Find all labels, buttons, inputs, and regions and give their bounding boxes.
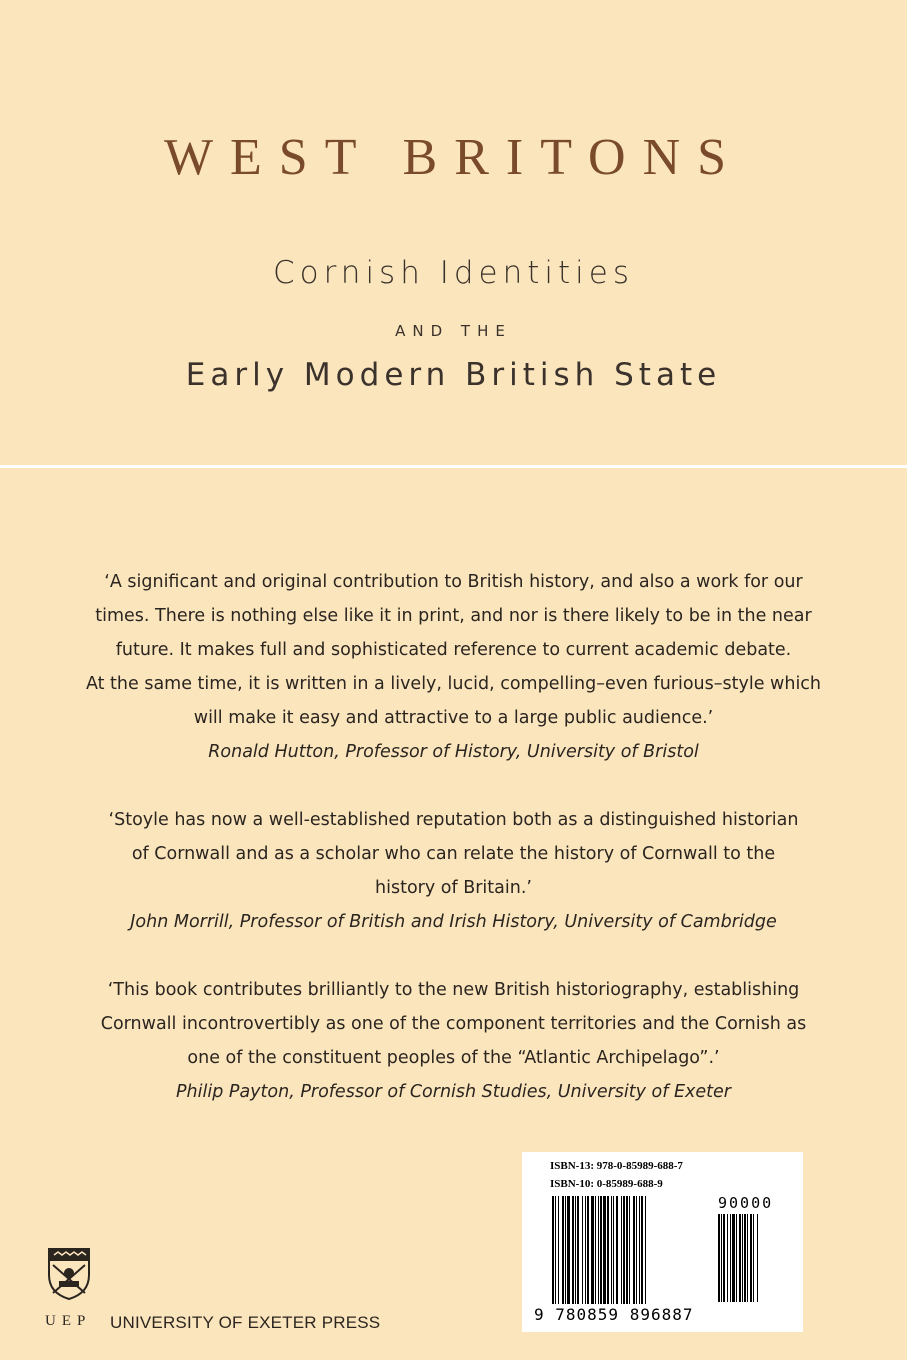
barcode-bar — [629, 1196, 630, 1304]
barcode-bar — [626, 1196, 628, 1304]
barcode-bar — [598, 1196, 599, 1304]
barcode-bar — [744, 1214, 746, 1302]
quote-line: future. It makes full and sophisticated reference to current academic debate. — [115, 640, 792, 660]
subtitle-line-1: Cornish Identities — [272, 255, 635, 291]
barcode-bar — [621, 1196, 622, 1304]
barcode-panel — [522, 1152, 803, 1332]
subtitle-line-3: Early Modern British State — [185, 357, 722, 393]
quote-line: ‘This book contributes brilliantly to the new British historiography, establishing — [107, 980, 800, 1000]
barcode-bar — [582, 1196, 583, 1304]
publisher-name: UNIVERSITY OF EXETER PRESS — [110, 1313, 381, 1332]
review-quote — [60, 973, 847, 1109]
barcode-bar — [639, 1196, 640, 1304]
quote-attribution: Ronald Hutton, Professor of History, University of Bristol — [208, 742, 699, 762]
quote-line: one of the constituent peoples of the “Atlantic Archipelago”.’ — [187, 1048, 720, 1068]
quote-line: ‘A significant and original contribution to British history, and also a work for our — [104, 572, 803, 592]
review-quote — [60, 803, 847, 939]
barcode-bar — [753, 1214, 754, 1302]
barcode-bar — [742, 1214, 743, 1302]
barcode-bar — [603, 1196, 606, 1304]
barcode-bar — [577, 1196, 579, 1304]
crest-icon — [45, 1245, 93, 1301]
barcode-bar — [750, 1214, 752, 1302]
review-quotes — [60, 565, 847, 1143]
barcode-bar — [591, 1196, 594, 1304]
isbn-10: ISBN-10: 0-85989-688-9 — [550, 1178, 663, 1190]
barcode-digits: 9 780859 896887 — [534, 1305, 694, 1324]
quote-line: Cornwall incontrovertibly as one of the component territories and the Cornish as — [100, 1014, 807, 1034]
isbn-13: ISBN-13: 978-0-85989-688-7 — [550, 1160, 683, 1172]
barcode-bar — [600, 1196, 602, 1304]
book-title: WEST BRITONS — [163, 129, 744, 186]
barcode-bar — [587, 1196, 589, 1304]
quote-attribution: Philip Payton, Professor of Cornish Studies, University of Exeter — [176, 1082, 731, 1102]
barcode-bar — [721, 1214, 722, 1302]
barcode-bar — [558, 1196, 559, 1304]
quote-line: ‘Stoyle has now a well-established reputation both as a distinguished historian — [108, 810, 799, 830]
barcode-bar — [757, 1214, 758, 1302]
divider-rule — [0, 465, 907, 468]
barcode-bar — [562, 1196, 564, 1304]
quote-attribution: John Morrill, Professor of British and Irish History, University of Cambridge — [130, 912, 777, 932]
barcode-bar — [572, 1196, 574, 1304]
barcode-bar — [613, 1196, 614, 1304]
barcode-bar — [736, 1214, 737, 1302]
quote-line: history of Britain.’ — [375, 878, 532, 898]
barcode-bar — [718, 1214, 720, 1302]
barcode-bar — [575, 1196, 576, 1304]
subtitle-line-2: AND THE — [395, 322, 512, 340]
barcode-bar — [607, 1196, 609, 1304]
barcode-bar — [595, 1196, 596, 1304]
barcode-bar — [636, 1196, 637, 1304]
barcode-bar — [616, 1196, 618, 1304]
barcode-bar — [732, 1214, 735, 1302]
barcode-bar — [641, 1196, 643, 1304]
barcode-bar — [585, 1196, 586, 1304]
barcode-bar — [739, 1214, 741, 1302]
barcode-bar — [565, 1196, 566, 1304]
barcode-bar — [555, 1196, 556, 1304]
quote-line: of Cornwall and as a scholar who can relate the history of Cornwall to the — [131, 844, 776, 864]
barcode-bar — [623, 1196, 625, 1304]
barcode-bar — [723, 1214, 725, 1302]
barcode-bar — [633, 1196, 635, 1304]
publisher-abbrev: UEP — [45, 1313, 92, 1329]
barcode-bar — [645, 1196, 646, 1304]
barcode-bar — [552, 1196, 554, 1304]
review-quote — [60, 565, 847, 769]
barcode-bar — [567, 1196, 570, 1304]
quote-line: At the same time, it is written in a lively, lucid, compelling–even furious–style which — [85, 674, 822, 694]
quote-line: times. There is nothing else like it in print, and nor is there likely to be in the near — [95, 606, 812, 626]
quote-line: will make it easy and attractive to a large public audience.’ — [193, 708, 714, 728]
barcode-bar — [730, 1214, 731, 1302]
barcode-bar — [747, 1214, 748, 1302]
price-code: 90000 — [718, 1194, 774, 1212]
barcode-bar — [727, 1214, 728, 1302]
barcode-bar — [611, 1196, 612, 1304]
